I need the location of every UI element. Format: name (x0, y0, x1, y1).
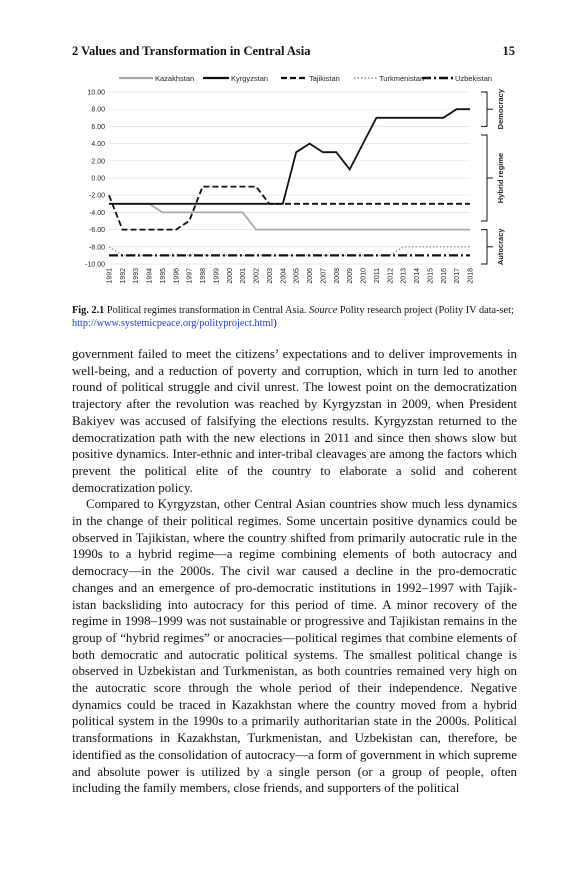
x-tick-label: 2003 (266, 268, 274, 284)
chart-series (109, 109, 470, 255)
y-tick-label: -4.00 (89, 209, 105, 217)
x-tick-label: 1997 (186, 268, 194, 284)
caption-closing: ) (273, 318, 277, 329)
series-line-tajikistan (109, 187, 470, 230)
x-tick-label: 2013 (400, 268, 408, 284)
x-tick-label: 2009 (347, 268, 355, 284)
caption-source-label: Source (309, 305, 338, 316)
figure-caption (72, 304, 517, 330)
x-tick-label: 2006 (307, 268, 315, 284)
x-tick-label: 1991 (106, 268, 114, 284)
x-tick-label: 2017 (454, 268, 462, 284)
x-tick-label: 2014 (414, 268, 422, 284)
legend-label-tajikistan: Tajikistan (309, 74, 340, 83)
x-tick-label: 2005 (293, 268, 301, 284)
x-tick-label: 2015 (427, 268, 435, 284)
band-bracket (481, 92, 487, 126)
y-tick-label: -8.00 (89, 244, 105, 252)
x-tick-label: 1992 (119, 268, 127, 284)
x-tick-label: 1998 (200, 268, 208, 284)
x-tick-label: 2010 (360, 268, 368, 284)
x-tick-label: 2000 (226, 268, 234, 284)
series-line-kyrgyzstan (109, 109, 470, 204)
x-tick-label: 1993 (133, 268, 141, 284)
caption-text: Political regimes transformation in Central Asia. (106, 305, 307, 316)
legend-label-uzbekistan: Uzbekistan (455, 74, 493, 83)
x-tick-label: 1994 (146, 268, 154, 284)
x-tick-label: 2011 (373, 268, 381, 284)
y-tick-label: -2.00 (89, 192, 105, 200)
legend-label-kazakhstan: Kazakhstan (155, 74, 195, 83)
political-regimes-chart (72, 66, 522, 294)
band-label: Democracy (496, 88, 505, 130)
caption-label: Fig. 2.1 (72, 305, 105, 316)
series-line-turkmenistan (109, 247, 470, 256)
y-tick-label: 0.00 (91, 175, 105, 183)
legend-label-kyrgyzstan: Kyrgyzstan (231, 74, 269, 83)
x-tick-label: 2008 (333, 268, 341, 284)
body-text (72, 346, 517, 797)
x-tick-label: 1996 (173, 268, 181, 284)
chart-legend (119, 74, 492, 83)
regime-bands (481, 88, 505, 265)
y-tick-label: 8.00 (91, 106, 105, 114)
x-tick-label: 2001 (240, 268, 248, 284)
paragraph: Compared to Kyrgyzstan, other Central Asian countries show much less dynamics in the change of their political regimes. Some uncertain positive dynamics could be observed in Tajikistan, where the country shifted from primarily autocratic rule in the 1990s to a hybrid regime—a regime combining elements of both autocracy and democracy—in the 2000s. The civil war caused a decline in the pro-democratic changes and an emergence of pro-democratic institutions in 1992–1997 with Tajikistan backsliding into autocracy for this period of time. A minor recovery of the regime in 1998–1999 was not sustainable or progressive and Tajikistan remains in the group of “hybrid regimes” or anocracies—political regimes that combine elements of both democratic and autocratic political systems. The smallest political change is observed in Uzbekistan and Turkmenistan, as both countries remained very high on the autocratic score through the whole period of their independence. Negative dynamics could be traced in Kazakhstan where the country moved from a hybrid political system in the 1990s to a primarily authoritarian state in the 2000s. Political transformations in Kazakhstan, Turkmenistan, and Uzbekistan can, therefore, be identified as the consolidation of autocracy—a form of government in which supreme and absolute power is utilized by a single person (or a group of people, often including the family members, close friends, and supporters of the political (72, 497, 517, 796)
running-head-title: 2 Values and Transformation in Central Asia (72, 44, 311, 58)
band-bracket (481, 135, 487, 221)
y-tick-label: 6.00 (91, 123, 105, 131)
paragraph: government failed to meet the citizens’ expectations and to deliver improvements in well-being, and a reduction of poverty and corruption, which in turn led to another round of political struggle and civil unrest. The lowest point on the democratization trajectory after the revolution was reached by Kyrgyzstan in 2009, when President Bakiyev was accused of falsifying the elections results. Kyrgyzstan returned to the democratization path with the new elections in 2011 and since then shows slow but positive dynamics. Inter-ethnic and inter-tribal cleavages are among the factors which prevent the political elite of the country to elaborate a solid and coherent democratization policy. (72, 347, 517, 495)
y-tick-label: 10.00 (87, 89, 105, 97)
x-tick-label: 2002 (253, 268, 261, 284)
x-tick-label: 1999 (213, 268, 221, 284)
x-tick-label: 1995 (159, 268, 167, 284)
y-tick-label: 4.00 (91, 141, 105, 149)
x-tick-label: 2018 (467, 268, 475, 284)
x-tick-label: 2004 (280, 268, 288, 284)
band-label: Autocracy (496, 228, 505, 266)
band-label: Hybrid regime (496, 152, 505, 204)
page-number: 15 (502, 44, 515, 58)
caption-source-text: Polity research project (Polity IV data-set; (339, 305, 514, 316)
y-tick-label: -6.00 (89, 227, 105, 235)
x-tick-label: 2012 (387, 268, 395, 284)
series-line-kazakhstan (109, 204, 470, 230)
y-tick-label: 2.00 (91, 158, 105, 166)
x-tick-label: 2016 (440, 268, 448, 284)
band-bracket (481, 230, 487, 264)
caption-link[interactable]: http://www.systemicpeace.org/polityproject.html (72, 318, 274, 329)
y-tick-label: -10.00 (85, 261, 105, 269)
legend-label-turkmenistan: Turkmenistan (379, 74, 425, 83)
x-tick-label: 2007 (320, 268, 328, 284)
